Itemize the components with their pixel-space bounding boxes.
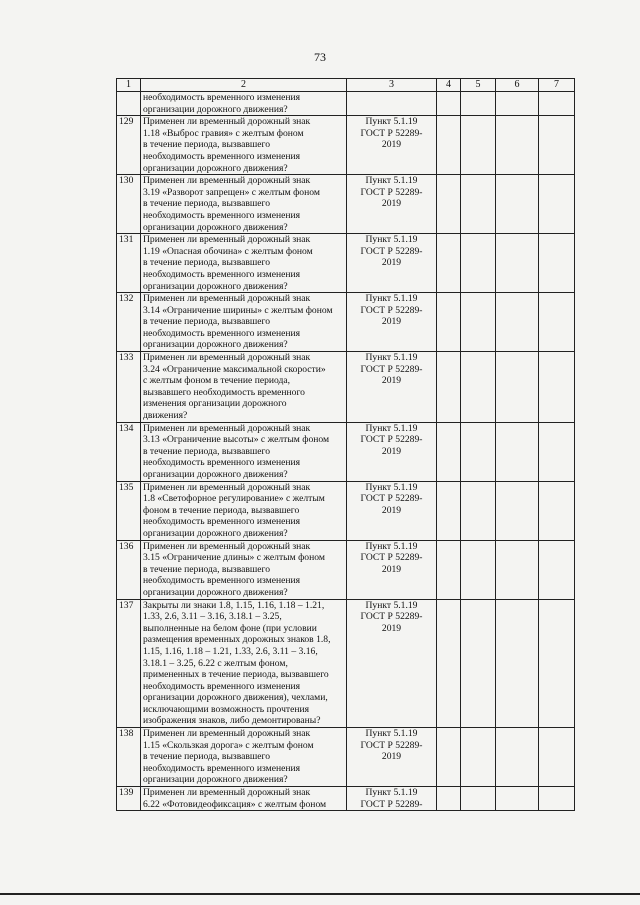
answer-cell [539,293,575,352]
question-line: Применен ли временный дорожный знак [143,787,311,799]
reference-cell [347,175,437,234]
question-line: 3.15 «Ограничение длины» с желтым фоном [143,552,325,564]
reference-line: 2019 [381,375,402,387]
answer-cell [539,116,575,175]
question-line: с желтым фоном в течение периода, [143,375,291,387]
reference-line: 2019 [381,257,402,269]
question-line: размещения временных дорожных знаков 1.8, [143,634,331,646]
question-line: в течение периода, вызвавшего [143,751,271,763]
header-cell: 2 [141,79,347,92]
reference-line: 2019 [381,139,402,151]
question-line: в течение периода, вызвавшего [143,563,271,575]
continuation-row [117,92,575,116]
reference-line: 2019 [381,445,402,457]
question-line: выполненные на белом фоне (при условии [143,622,317,634]
reference-cell [347,540,437,599]
row-number-cell: 133 [117,352,141,423]
reference-line: Пункт 5.1.19 [365,481,418,493]
header-cell: 5 [461,79,496,92]
answer-cell [437,728,461,787]
question-line: движения? [143,410,188,422]
question-line: организации дорожного движения? [143,103,288,115]
table-row [117,352,575,423]
reference-line: Пункт 5.1.19 [365,728,418,740]
reference-line: ГОСТ Р 52289- [360,611,423,623]
question-line: Применен ли временный дорожный знак [143,175,311,187]
page-number: 73 [314,50,326,64]
answer-cell [461,599,496,728]
question-line: 6.22 «Фотовидеофиксация» с желтым фоном [143,798,327,810]
checklist-table [116,78,575,811]
question-cell [141,175,347,234]
answer-cell [437,293,461,352]
question-line: 1.18 «Выброс гравия» с желтым фоном [143,127,304,139]
header-cell: 6 [496,79,539,92]
question-cell [141,728,347,787]
reference-line: ГОСТ Р 52289- [360,798,423,810]
question-line: Применен ли временный дорожный знак [143,352,311,364]
question-line: Применен ли временный дорожный знак [143,481,311,493]
reference-cell [347,293,437,352]
question-line: Применен ли временный дорожный знак [143,728,311,740]
table-row [117,599,575,728]
table-row [117,234,575,293]
question-line: в течение периода, вызвавшего [143,139,271,151]
reference-cell [347,481,437,540]
answer-cell [496,599,539,728]
question-line: 3.24 «Ограничение максимальной скорости» [143,363,326,375]
row-number-cell: 130 [117,175,141,234]
reference-line: Пункт 5.1.19 [365,599,418,611]
answer-cell [539,599,575,728]
reference-cell [347,92,437,116]
answer-cell [461,234,496,293]
answer-cell [461,92,496,116]
row-number-cell: 138 [117,728,141,787]
question-line: необходимость временного изменения [143,209,301,221]
question-line: в течение периода, вызвавшего [143,316,271,328]
reference-line: 2019 [381,504,402,516]
question-line: организации дорожного движения? [143,162,288,174]
answer-cell [437,540,461,599]
question-line: необходимость временного изменения [143,92,301,103]
answer-cell [461,175,496,234]
question-line: изображения знаков, либо демонтированы? [143,715,321,727]
row-number-cell: 134 [117,422,141,481]
reference-line: Пункт 5.1.19 [365,293,418,305]
question-line: организации дорожного движения? [143,774,288,786]
question-line: Применен ли временный дорожный знак [143,540,311,552]
header-row [117,79,575,92]
question-line: Применен ли временный дорожный знак [143,116,311,128]
reference-cell [347,352,437,423]
reference-cell [347,116,437,175]
answer-cell [539,352,575,423]
answer-cell [461,481,496,540]
reference-line: ГОСТ Р 52289- [360,552,423,564]
reference-line: ГОСТ Р 52289- [360,434,423,446]
question-cell [141,481,347,540]
reference-cell [347,728,437,787]
question-line: в течение периода, вызвавшего [143,445,271,457]
answer-cell [437,787,461,811]
reference-line: Пункт 5.1.19 [365,540,418,552]
reference-line: Пункт 5.1.19 [365,175,418,187]
answer-cell [461,422,496,481]
answer-cell [496,540,539,599]
header-cell: 7 [539,79,575,92]
reference-cell [347,599,437,728]
question-line: организации дорожного движения), чехлами, [143,692,328,704]
table-row [117,481,575,540]
reference-line: Пункт 5.1.19 [365,234,418,246]
answer-cell [437,352,461,423]
reference-line: ГОСТ Р 52289- [360,493,423,505]
table-row [117,175,575,234]
question-line: 3.19 «Разворот запрещен» с желтым фоном [143,186,320,198]
question-line: в течение периода, вызвавшего [143,257,271,269]
question-line: 1.33, 2.6, 3.11 – 3.16, 3.18.1 – 3.25, [143,611,282,623]
reference-line: Пункт 5.1.19 [365,352,418,364]
question-line: в течение периода, вызвавшего [143,198,271,210]
table-row [117,728,575,787]
reference-line: ГОСТ Р 52289- [360,245,423,257]
reference-line: 2019 [381,622,402,634]
question-line: организации дорожного движения? [143,527,288,539]
question-line: Закрыты ли знаки 1.8, 1.15, 1.16, 1.18 – 1.21, [143,599,325,611]
answer-cell [461,352,496,423]
answer-cell [437,92,461,116]
question-line: Применен ли временный дорожный знак [143,293,311,305]
question-line: необходимость временного изменения [143,575,301,587]
answer-cell [539,92,575,116]
question-cell [141,293,347,352]
question-line: фоном в течение периода, вызвавшего [143,504,300,516]
answer-cell [437,175,461,234]
reference-line: ГОСТ Р 52289- [360,739,423,751]
answer-cell [437,116,461,175]
question-line: 3.18.1 – 3.25, 6.22 с желтым фоном, [143,657,288,669]
answer-cell [539,234,575,293]
question-cell [141,787,347,811]
question-line: организации дорожного движения? [143,586,288,598]
answer-cell [539,481,575,540]
table-row [117,540,575,599]
question-line: Применен ли временный дорожный знак [143,422,311,434]
question-line: необходимость временного изменения [143,516,301,528]
question-line: изменения организации дорожного [143,398,287,410]
header-cell: 3 [347,79,437,92]
question-line: Применен ли временный дорожный знак [143,234,311,246]
row-number-cell: 135 [117,481,141,540]
question-line: 1.8 «Светофорное регулирование» с желтым [143,493,325,505]
question-line: необходимость временного изменения [143,457,301,469]
reference-line: 2019 [381,563,402,575]
answer-cell [496,234,539,293]
reference-line: ГОСТ Р 52289- [360,186,423,198]
reference-line: ГОСТ Р 52289- [360,304,423,316]
page-bottom-edge [0,893,640,895]
header-cell: 1 [117,79,141,92]
row-number-cell: 136 [117,540,141,599]
table-row [117,422,575,481]
reference-line: Пункт 5.1.19 [365,116,418,128]
table-row [117,293,575,352]
question-line: необходимость временного изменения [143,762,301,774]
answer-cell [539,540,575,599]
answer-cell [539,175,575,234]
question-line: организации дорожного движения? [143,221,288,233]
answer-cell [539,728,575,787]
reference-cell [347,234,437,293]
question-cell [141,92,347,116]
question-line: организации дорожного движения? [143,469,288,480]
question-cell [141,540,347,599]
question-line: 3.14 «Ограничение ширины» с желтым фоном [143,304,333,316]
reference-cell [347,787,437,811]
question-line: необходимость временного изменения [143,680,301,692]
question-line: необходимость временного изменения [143,327,301,339]
answer-cell [437,234,461,293]
question-cell [141,599,347,728]
row-number-cell: 137 [117,599,141,728]
row-number-cell: 129 [117,116,141,175]
answer-cell [496,352,539,423]
question-cell [141,234,347,293]
question-line: организации дорожного движения? [143,339,288,351]
answer-cell [461,540,496,599]
answer-cell [496,175,539,234]
question-cell [141,116,347,175]
table-row [117,116,575,175]
answer-cell [461,293,496,352]
answer-cell [496,787,539,811]
question-cell [141,422,347,481]
question-line: примененных в течение периода, вызвавшего [143,669,329,681]
reference-line: 2019 [381,751,402,763]
answer-cell [437,481,461,540]
answer-cell [461,728,496,787]
row-number-cell: 139 [117,787,141,811]
answer-cell [496,481,539,540]
answer-cell [496,116,539,175]
reference-line: 2019 [381,198,402,210]
answer-cell [539,787,575,811]
reference-line: 2019 [381,316,402,328]
question-line: необходимость временного изменения [143,268,301,280]
question-line: 3.13 «Ограничение высоты» с желтым фоном [143,434,330,446]
reference-line: ГОСТ Р 52289- [360,127,423,139]
answer-cell [496,728,539,787]
answer-cell [437,599,461,728]
row-number-cell [117,92,141,116]
answer-cell [461,787,496,811]
question-line: 1.15, 1.16, 1.18 – 1.21, 1.33, 2.6, 3.11 – 3.16, [143,645,318,657]
answer-cell [461,116,496,175]
question-line: вызвавшего необходимость временного [143,386,305,398]
reference-cell [347,422,437,481]
reference-line: Пункт 5.1.19 [365,422,418,434]
answer-cell [437,422,461,481]
answer-cell [496,293,539,352]
question-cell [141,352,347,423]
reference-line: Пункт 5.1.19 [365,787,418,799]
answer-cell [539,422,575,481]
question-line: организации дорожного движения? [143,280,288,292]
row-number-cell: 131 [117,234,141,293]
table-row [117,787,575,811]
reference-line: ГОСТ Р 52289- [360,363,423,375]
header-cell: 4 [437,79,461,92]
question-line: исключающими возможность прочтения [143,703,310,715]
question-line: 1.15 «Скользкая дорога» с желтым фоном [143,739,314,751]
row-number-cell: 132 [117,293,141,352]
answer-cell [496,422,539,481]
answer-cell [496,92,539,116]
question-line: 1.19 «Опасная обочина» с желтым фоном [143,245,313,257]
question-line: необходимость временного изменения [143,150,301,162]
